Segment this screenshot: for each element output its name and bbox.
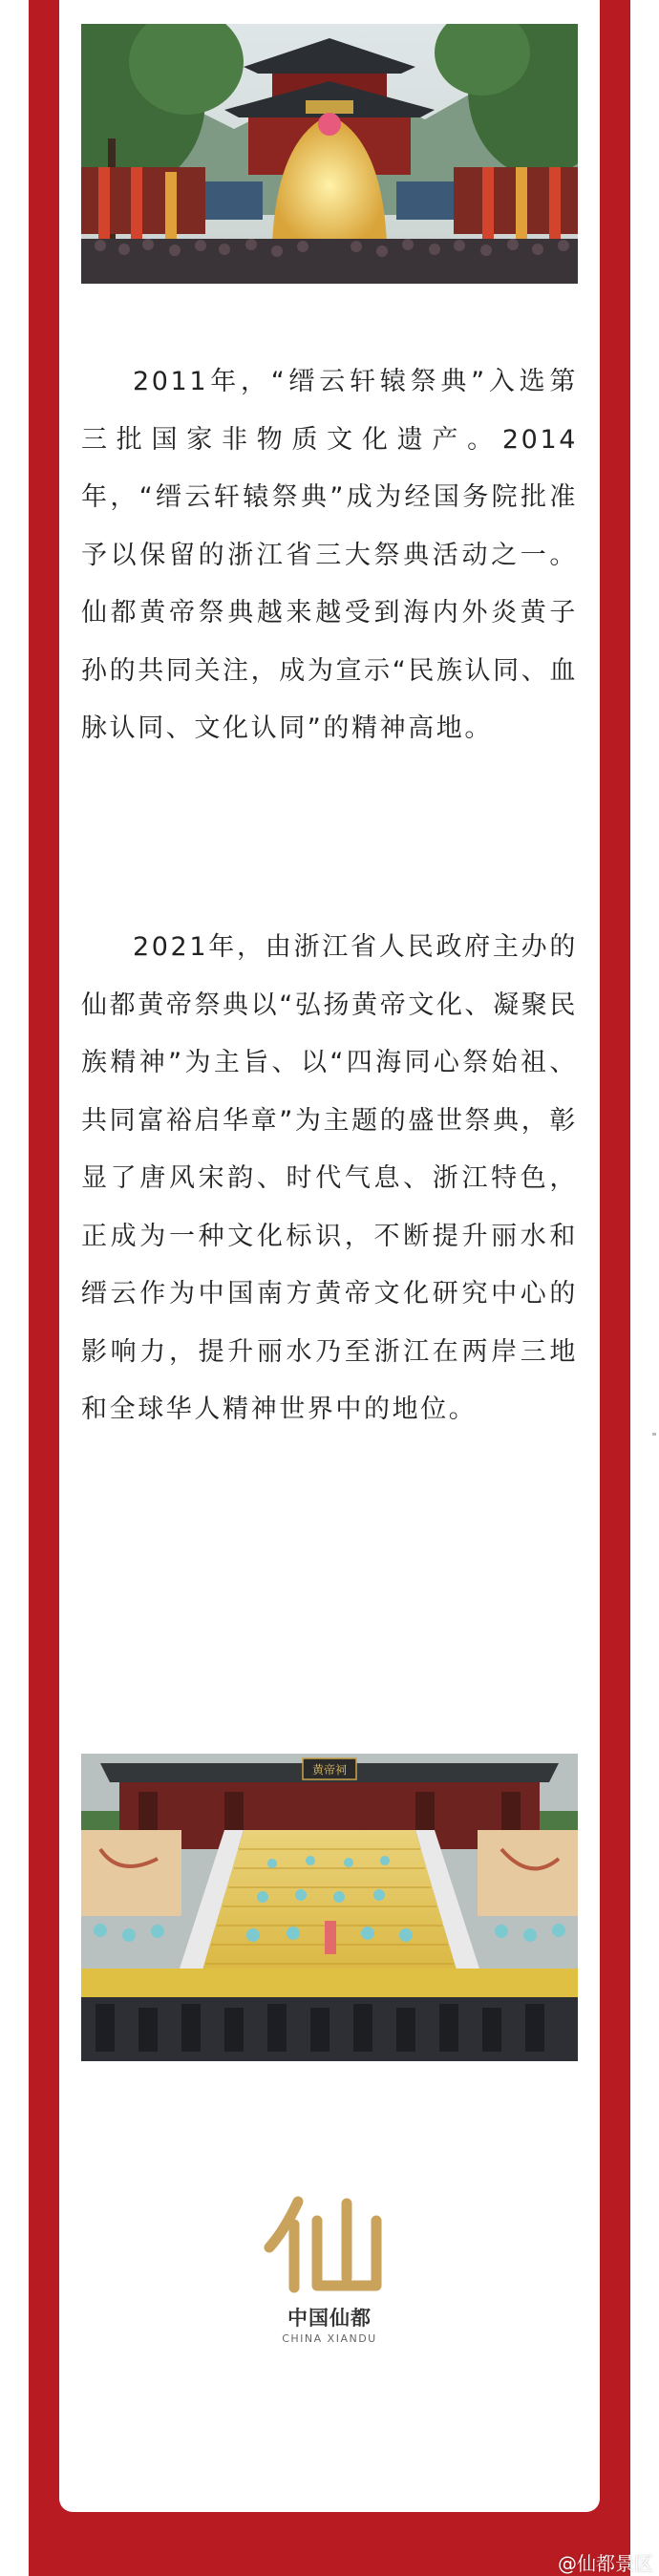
edge-mark xyxy=(652,1433,656,1436)
ceremony-photo-bottom-image xyxy=(81,1754,578,2061)
article-paragraph-1 xyxy=(81,353,578,758)
paragraph-1-text: 2011年，“缙云轩辕祭典”入选第三批国家非物质文化遗产。2014年，“缙云轩辕祭典”成为经国务院批准予以保留的浙江省三大祭典活动之一。仙都黄帝祭典越来越受到海内外炎黄子孙的共同关注，成为宣示“民族认同、血脉认同、文化认同”的精神高地。 xyxy=(81,367,578,743)
xiandu-logo-mark xyxy=(258,2192,401,2297)
logo-name-en: CHINA XIANDU xyxy=(282,2332,377,2345)
ceremony-photo-bottom xyxy=(81,1754,578,2061)
hall-plaque-text: 黄帝祠 xyxy=(311,1763,348,1777)
ceremony-photo-top xyxy=(81,24,578,284)
logo-name-cn: 中国仙都 xyxy=(287,2307,372,2330)
ceremony-photo-top-image xyxy=(81,24,578,284)
article-paragraph-2 xyxy=(81,919,578,1439)
watermark: @仙都景区 xyxy=(558,2552,653,2575)
china-xiandu-logo xyxy=(239,2192,420,2345)
paragraph-2-text: 2021年，由浙江省人民政府主办的仙都黄帝祭典以“弘扬黄帝文化、凝聚民族精神”为主旨、以“四海同心祭始祖、共同富裕启华章”为主题的盛世祭典，彰显了唐风宋韵、时代气息、浙江特色，正成为一种文化标识，不断提升丽水和缙云作为中国南方黄帝文化研究中心的影响力，提升丽水乃至浙江在两岸三地和全球华人精神世界中的地位。 xyxy=(81,932,578,1424)
